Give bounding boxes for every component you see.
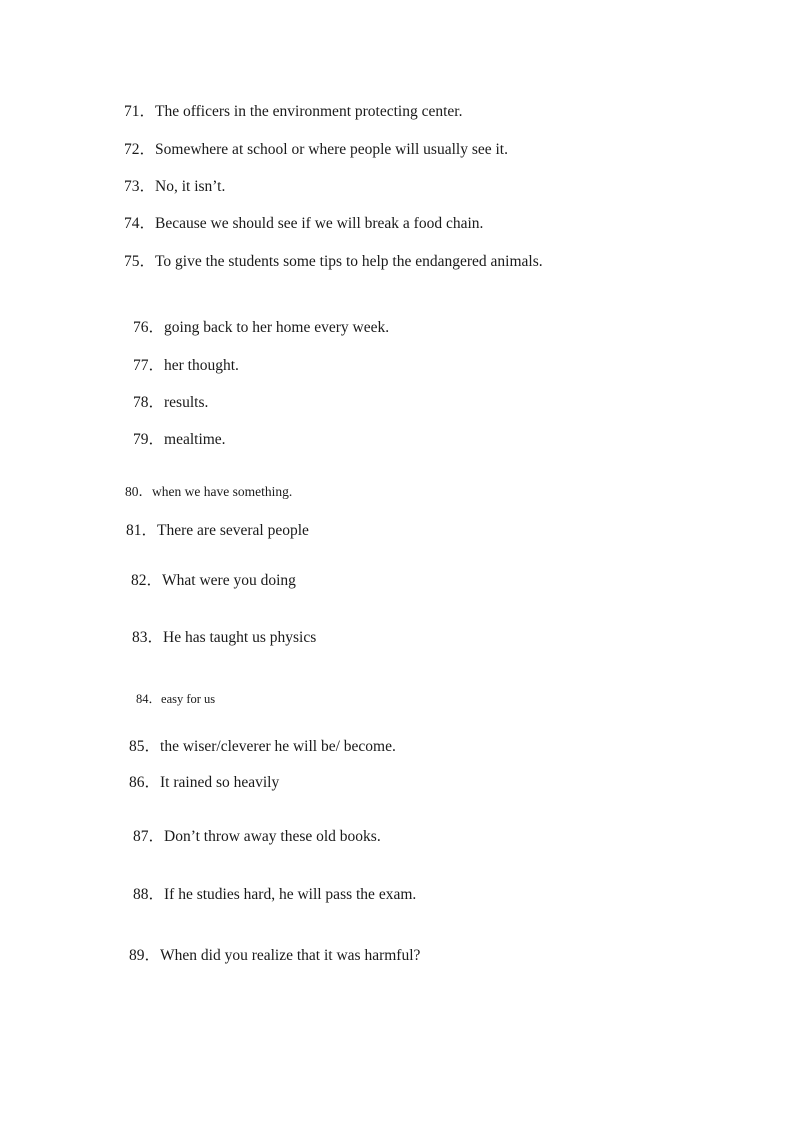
answer-text: Because we should see if we will break a food chain. — [155, 215, 484, 232]
answer-text: To give the students some tips to help the endangered animals. — [155, 253, 543, 270]
answer-line-76 — [133, 318, 389, 338]
answer-text: her thought. — [164, 357, 239, 374]
answer-number: 84． — [136, 692, 162, 706]
answer-text: It rained so heavily — [160, 774, 280, 791]
answer-text: Don’t throw away these old books. — [164, 828, 381, 845]
answer-line-81 — [126, 521, 309, 541]
answer-line-74 — [124, 214, 483, 234]
answer-text: If he studies hard, he will pass the exam. — [164, 886, 417, 903]
answer-line-73 — [124, 177, 225, 197]
answer-number: 72． — [124, 141, 156, 158]
answer-text: going back to her home every week. — [164, 319, 390, 336]
answer-line-84 — [136, 689, 215, 709]
answer-number: 78． — [133, 394, 165, 411]
answer-line-86 — [129, 773, 279, 793]
answer-line-88 — [133, 885, 416, 905]
answer-text: What were you doing — [162, 572, 296, 589]
answer-line-83 — [132, 628, 316, 648]
answer-line-77 — [133, 356, 239, 376]
answer-line-85 — [129, 737, 396, 757]
answer-line-87 — [133, 827, 381, 847]
answer-line-75 — [124, 252, 543, 272]
answer-text: mealtime. — [164, 431, 226, 448]
answer-text: The officers in the environment protecting center. — [155, 103, 463, 120]
answer-number: 71． — [124, 103, 156, 120]
answer-text: the wiser/cleverer he will be/ become. — [160, 738, 396, 755]
answer-text: Somewhere at school or where people will usually see it. — [155, 141, 508, 158]
answer-number: 73． — [124, 178, 156, 195]
answer-text: He has taught us physics — [163, 629, 317, 646]
answer-line-78 — [133, 393, 208, 413]
answer-number: 82． — [131, 572, 163, 589]
answer-number: 79． — [133, 431, 165, 448]
answer-line-79 — [133, 430, 226, 450]
answer-line-82 — [131, 571, 296, 591]
answer-line-71 — [124, 102, 462, 122]
answer-number: 74． — [124, 215, 156, 232]
answer-number: 76． — [133, 319, 165, 336]
answer-line-80 — [125, 482, 292, 502]
answer-text: When did you realize that it was harmful? — [160, 947, 421, 964]
answer-number: 77． — [133, 357, 165, 374]
answer-text: No, it isn’t. — [155, 178, 226, 195]
answer-number: 87． — [133, 828, 165, 845]
answer-text: results. — [164, 394, 209, 411]
answer-number: 89． — [129, 947, 161, 964]
answer-number: 86． — [129, 774, 161, 791]
answer-number: 88． — [133, 886, 165, 903]
answer-number: 85． — [129, 738, 161, 755]
answer-text: easy for us — [161, 692, 216, 706]
answer-number: 75． — [124, 253, 156, 270]
answer-line-72 — [124, 140, 508, 160]
answer-number: 81． — [126, 522, 158, 539]
answer-line-89 — [129, 946, 420, 966]
answer-number: 83． — [132, 629, 164, 646]
answer-number: 80． — [125, 484, 152, 499]
answer-text: when we have something. — [152, 484, 293, 499]
answer-text: There are several people — [157, 522, 309, 539]
